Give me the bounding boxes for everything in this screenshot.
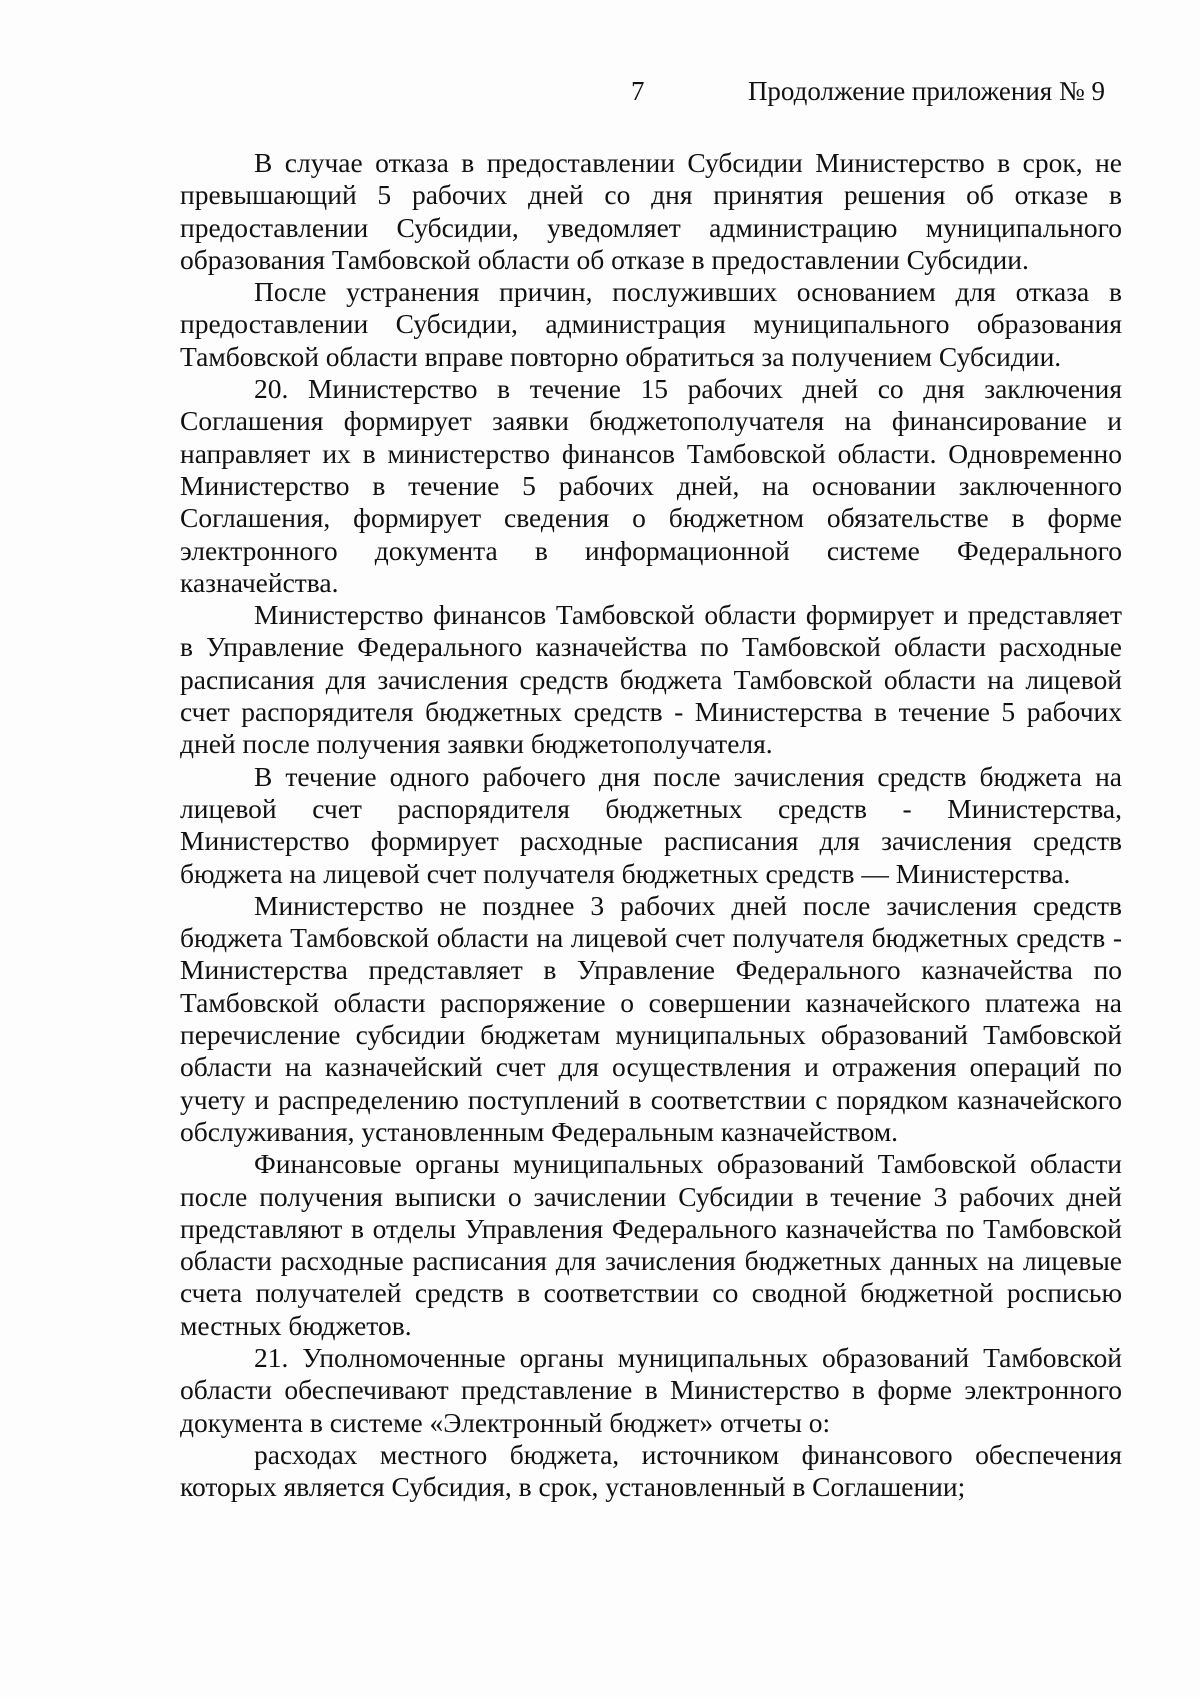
paragraph: 21. Уполномоченные органы муниципальных образований Тамбовской области обеспечивают представление в Министерство в форме электронного документа в системе «Электронный бюджет» отчеты о: (180, 1341, 1122, 1438)
document-body (180, 147, 1122, 1503)
paragraph: Министерство не позднее 3 рабочих дней после зачисления средств бюджета Тамбовской области на лицевой счет получателя бюджетных средств - Министерства представляет в Управление Федерального казначейства по Тамбовской области распоряжение о совершении казначейского платежа на перечисление субсидии бюджетам муниципальных образований Тамбовской области на казначейский счет для осуществления и отражения операций по учету и распределению поступлений в соответствии с порядком казначейского обслуживания, установленным Федеральным казначейством. (180, 889, 1122, 1147)
page-header (0, 76, 1200, 116)
paragraph: расходах местного бюджета, источником финансового обеспечения которых является Субсидия, в срок, установленный в Соглашении; (180, 1438, 1122, 1503)
paragraph: Финансовые органы муниципальных образований Тамбовской области после получения выписки о зачислении Субсидии в течение 3 рабочих дней представляют в отделы Управления Федерального казначейства по Тамбовской области расходные расписания для зачисления бюджетных данных на лицевые счета получателей средств в соответствии со сводной бюджетной росписью местных бюджетов. (180, 1148, 1122, 1341)
paragraph: После устранения причин, послуживших основанием для отказа в предоставлении Субсидии, администрация муниципального образования Тамбовской области вправе повторно обратиться за получением Субсидии. (180, 276, 1122, 372)
paragraph: В случае отказа в предоставлении Субсидии Министерство в срок, не превышающий 5 рабочих дней со дня принятия решения об отказе в предоставлении Субсидии, уведомляет администрацию муниципального образования Тамбовской области об отказе в предоставлении Субсидии. (180, 147, 1122, 275)
paragraph: В течение одного рабочего дня после зачисления средств бюджета на лицевой счет распорядителя бюджетных средств - Министерства, Министерство формирует расходные расписания для зачисления средств бюджета на лицевой счет получателя бюджетных средств — Министерства. (180, 760, 1122, 889)
page-number: 7 (631, 76, 645, 106)
paragraph: 20. Министерство в течение 15 рабочих дней со дня заключения Соглашения формирует заявки бюджетополучателя на финансирование и направляет их в министерство финансов Тамбовской области. Одновременно Министерство в течение 5 рабочих дней, на основании заключенного Соглашения, формирует сведения о бюджетном обязательстве в форме электронного документа в информационной системе Федерального казначейства. (180, 373, 1122, 598)
appendix-label: Продолжение приложения № 9 (747, 76, 1105, 106)
paragraph: Министерство финансов Тамбовской области формирует и представляет в Управление Федерального казначейства по Тамбовской области расходные расписания для зачисления средств бюджета Тамбовской области на лицевой счет распорядителя бюджетных средств - Министерства в течение 5 рабочих дней после получения заявки бюджетополучателя. (180, 599, 1122, 760)
